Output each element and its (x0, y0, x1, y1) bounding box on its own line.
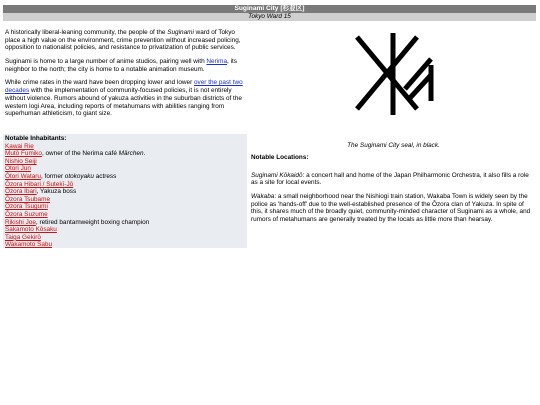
inhabitant-link[interactable]: Kawai Rie (5, 142, 34, 150)
locations-section (251, 154, 536, 230)
nerima-link[interactable]: Nerima (206, 58, 228, 66)
city-seal-icon (251, 27, 536, 122)
inhabitant-link[interactable]: Ōzora Tsugumi (5, 203, 48, 211)
locations-heading: Notable Locations: (251, 154, 309, 161)
inhabitant-link[interactable]: Ōzora Hibari / Sutekī-Jō (5, 180, 74, 188)
inhabitant-item (5, 226, 247, 234)
inhabitant-item (5, 203, 247, 211)
page-subtitle: Tokyo Ward 15 (3, 13, 536, 21)
inhabitant-note: , retired bantamweight boxing champion (35, 218, 150, 226)
inhabitant-item (5, 188, 247, 196)
location-name: Suginami Kōkaidō (251, 171, 303, 179)
inhabitant-item (5, 241, 247, 249)
seal-caption: The Suginami City seal, in black. (347, 142, 440, 149)
inhabitant-link[interactable]: Sakamoto Kōsaku (5, 226, 57, 234)
seal-graphic (349, 27, 439, 119)
inhabitant-link[interactable]: Ōzora Ibari (5, 188, 37, 196)
inhabitant-link[interactable]: Ōzora Tsubame (5, 195, 50, 203)
location-description: : a concert hall and home of the Japan Philharmonic Orchestra, it also fills a role as a site for local events. (251, 171, 529, 187)
inhabitant-note-emphasis: otokoyaku (64, 173, 94, 181)
locations-list (251, 172, 536, 224)
page-title (3, 5, 536, 13)
inhabitant-note-end: . (143, 150, 146, 158)
inhabitant-link[interactable]: Rikishi Joe (5, 218, 36, 226)
inhabitant-note-emphasis: Märchen (118, 150, 144, 158)
inhabitant-item (5, 211, 247, 219)
inhabitant-item (5, 158, 247, 166)
inhabitant-link[interactable]: Ōtori Wataru (5, 173, 41, 181)
inhabitant-item (5, 150, 247, 158)
inhabitant-note: , owner of the Nerima café (41, 150, 119, 158)
inhabitant-item (5, 143, 247, 151)
title-native-link[interactable]: [杉並区] (280, 5, 305, 12)
inhabitant-item (5, 173, 247, 181)
inhabitants-heading: Notable Inhabitants: (5, 135, 67, 142)
intro-paragraph-3: While crime rates in the ward have been dropping lower and lower over the past two decades with the implementation of community-focused policies, it is not entirely without violence. Rumors abound of yakuza activities in the suburban districts of the western logi Area, including reports of metahumans with abilities ranging from superhuman athleticism, to giant size. (5, 79, 243, 118)
inhabitant-item (5, 234, 247, 242)
inhabitant-link[interactable]: Mutō Fumiko (5, 150, 42, 158)
inhabitant-note: , Yakuza boss (36, 188, 77, 196)
inhabitant-link[interactable]: Wakamoto Sabu (5, 241, 53, 249)
inhabitant-note: , former (41, 173, 65, 181)
inhabitant-note-end: actress (93, 173, 117, 181)
intro-paragraph-1: A historically liberal-leaning community, the people of the Suginami ward of Tokyo place a high value on the environment, crime prevention without increased policing, opposition to nationalist policies, and resistance to privatization of public services. (5, 29, 241, 52)
inhabitant-link[interactable]: Ōtori Jun (5, 165, 31, 173)
past-two-decades-link[interactable]: over the past two decades (5, 79, 243, 95)
inhabitant-item (5, 219, 247, 227)
location-item (251, 193, 536, 224)
location-item (251, 172, 536, 187)
location-name: Wakaba (251, 193, 275, 201)
inhabitant-link[interactable]: Taiga Gekirō (5, 233, 41, 241)
location-description: : a small neighborhood near the Nishiogi train station, Wakaba Town is widely seen by the police as 'hands-off' due to the well-established presence of the Ōzora clan of Yakuza. In spite of this, it shares much of the broadly quiet, community-minded character of Suginami as a whole, and rumors of metahumans are generally treated by the locals as little more than hearsay. (251, 193, 531, 224)
inhabitant-link[interactable]: Nishio Seiji (5, 157, 37, 165)
inhabitants-panel (3, 134, 247, 248)
title-text: Suginami City (234, 5, 279, 12)
inhabitants-list (5, 143, 247, 249)
inhabitant-item (5, 165, 247, 173)
intro-paragraph-2: Suginami is home to a large number of anime studios, pairing well with Nerima, its neighbor to the north; the city is home to a notable animation museum. (5, 58, 237, 73)
inhabitant-link[interactable]: Ōzora Suzume (5, 211, 48, 219)
